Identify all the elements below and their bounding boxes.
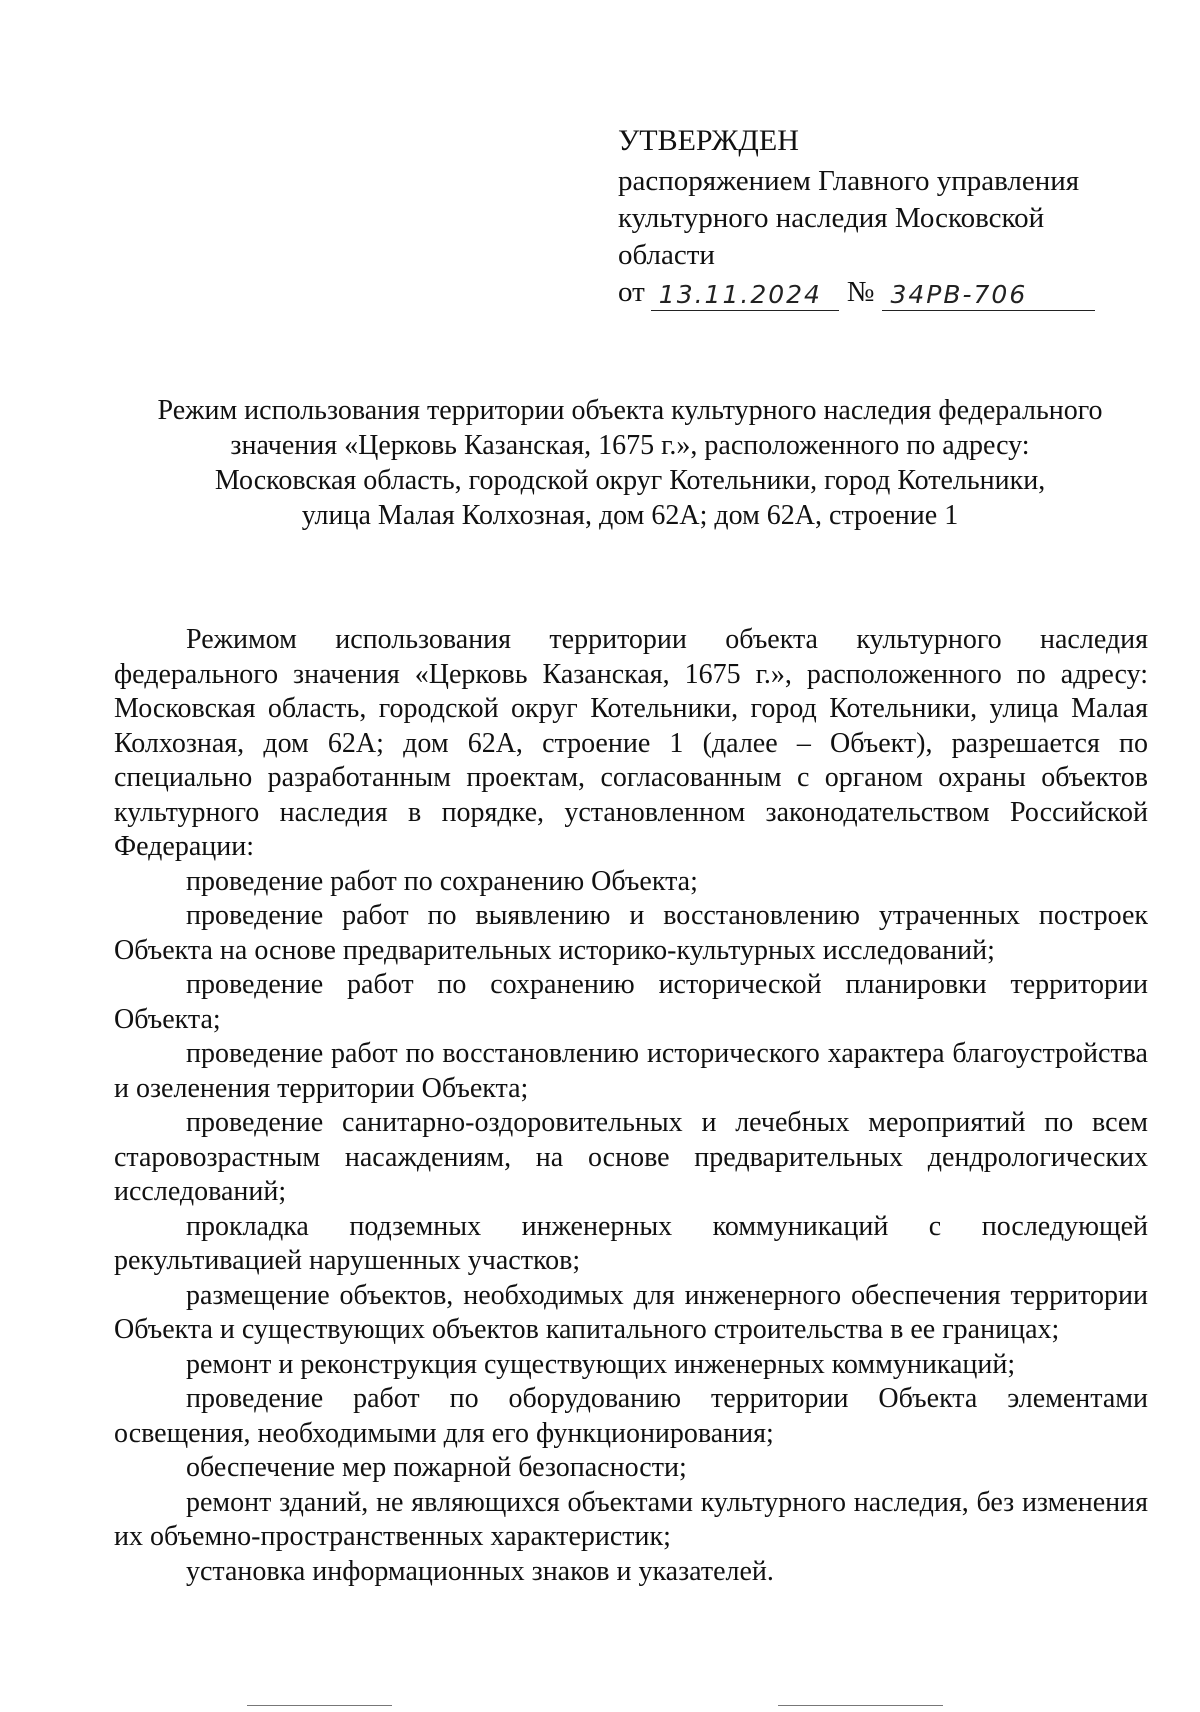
approval-line-1: распоряжением Главного управления [618,165,1080,197]
list-item: прокладка подземных инженерных коммуникаций с последующей рекультивацией нарушенных участков; [114,1210,1148,1276]
handwritten-date: 13.11.2024 [651,280,839,311]
approval-stamp-block [618,122,1138,311]
list-item: установка информационных знаков и указателей. [186,1555,774,1587]
title-line-1: Режим использования территории объекта культурного наследия федерального [157,395,1103,426]
number-sign: № [846,276,875,308]
footer-divider-left [247,1705,392,1706]
title-line-4: улица Малая Колхозная, дом 62А; дом 62А, строение 1 [301,500,959,531]
approval-line-2: культурного наследия Московской области [618,202,1045,271]
list-item: ремонт зданий, не являющихся объектами культурного наследия, без изменения их объемно-пространственных характеристик; [114,1486,1148,1552]
intro-paragraph: Режимом использования территории объекта культурного наследия федерального значения «Церковь Казанская, 1675 г.», расположенного по адресу: Московская область, городской округ Котельники, город Котельники, улица Малая Колхозная, дом 62А; дом 62А, строение 1 (далее – Объект), разрешается по специально разработанным проектам, согласованным с органом охраны объектов культурного наследия в порядке, установленном законодательством Российской Федерации: [114,624,1148,862]
list-item: размещение объектов, необходимых для инженерного обеспечения территории Объекта и существующих объектов капитального строительства в ее границах; [114,1279,1148,1345]
document-body [114,623,1148,1589]
list-item: проведение работ по оборудованию территории Объекта элементами освещения, необходимыми для его функционирования; [114,1383,1148,1449]
title-line-2: значения «Церковь Казанская, 1675 г.», расположенного по адресу: [230,430,1030,461]
list-item: проведение работ по сохранению Объекта; [186,865,698,897]
title-line-3: Московская область, городской округ Котельники, город Котельники, [214,465,1046,496]
list-item: проведение санитарно-оздоровительных и лечебных мероприятий по всем старовозрастным насаждениям, на основе предварительных дендрологических исследований; [114,1107,1148,1207]
handwritten-number: 34РВ-706 [882,280,1095,311]
approval-date-number-line [618,274,1138,311]
date-prefix: от [618,276,645,308]
list-item: проведение работ по восстановлению исторического характера благоустройства и озеленения территории Объекта; [114,1038,1148,1104]
document-title [110,393,1150,533]
approval-heading: УТВЕРЖДЕН [618,124,799,157]
list-item: обеспечение мер пожарной безопасности; [186,1452,687,1483]
list-item: проведение работ по выявлению и восстановлению утраченных построек Объекта на основе предварительных историко-культурных исследований; [114,900,1148,966]
footer-divider-right [778,1705,943,1706]
list-item: ремонт и реконструкция существующих инженерных коммуникаций; [186,1348,1016,1380]
list-item: проведение работ по сохранению исторической планировки территории Объекта; [114,969,1148,1035]
